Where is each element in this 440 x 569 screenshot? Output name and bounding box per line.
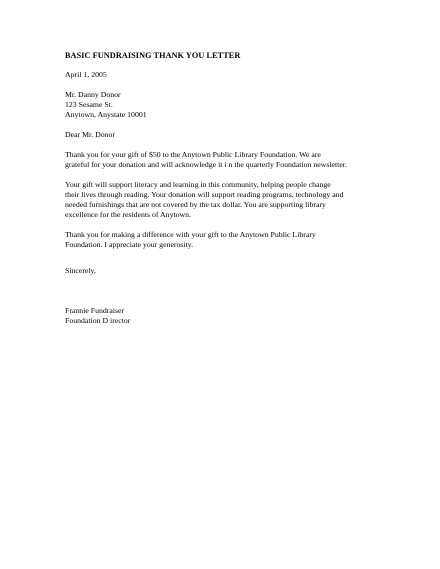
recipient-address	[65, 90, 375, 120]
paragraph-line: excellence for the residents of Anytown.	[65, 210, 192, 219]
paragraph-line: Your gift will support literacy and learning in this community, helping people change	[65, 180, 331, 189]
recipient-street: 123 Sesame St.	[65, 100, 113, 109]
signer-name: Frannie Fundraiser	[65, 306, 125, 315]
signer-role: Foundation D irector	[65, 316, 131, 325]
paragraph-line: Foundation. I appreciate your generosity.	[65, 240, 194, 249]
recipient-city-state-zip: Anytown, Anystate 10001	[65, 110, 147, 119]
paragraph-line: Thank you for your gift of $50 to the Anytown Public Library Foundation. We are	[65, 150, 321, 159]
closing: Sincerely,	[65, 266, 96, 275]
paragraph-1	[65, 150, 375, 170]
letter-body	[65, 50, 375, 326]
paragraph-line: grateful for your donation and will acknowledge it i n the quarterly Foundation newsletter.	[65, 160, 347, 169]
letter-date: April 1, 2005	[65, 70, 107, 79]
salutation: Dear Mr. Donor	[65, 130, 116, 139]
paragraph-line: Thank you for making a difference with your gift to the Anytown Public Library	[65, 230, 316, 239]
paragraph-line: needed furnishings that are not covered by the tax dollar. You are supporting library	[65, 200, 326, 209]
paragraph-2	[65, 180, 375, 220]
paragraph-3	[65, 230, 375, 250]
paragraph-line: their lives through reading. Your donation will support reading programs, technology and	[65, 190, 344, 199]
recipient-name: Mr. Danny Donor	[65, 90, 121, 99]
signature-block	[65, 306, 375, 326]
letter-title: BASIC FUNDRAISING THANK YOU LETTER	[65, 51, 241, 60]
